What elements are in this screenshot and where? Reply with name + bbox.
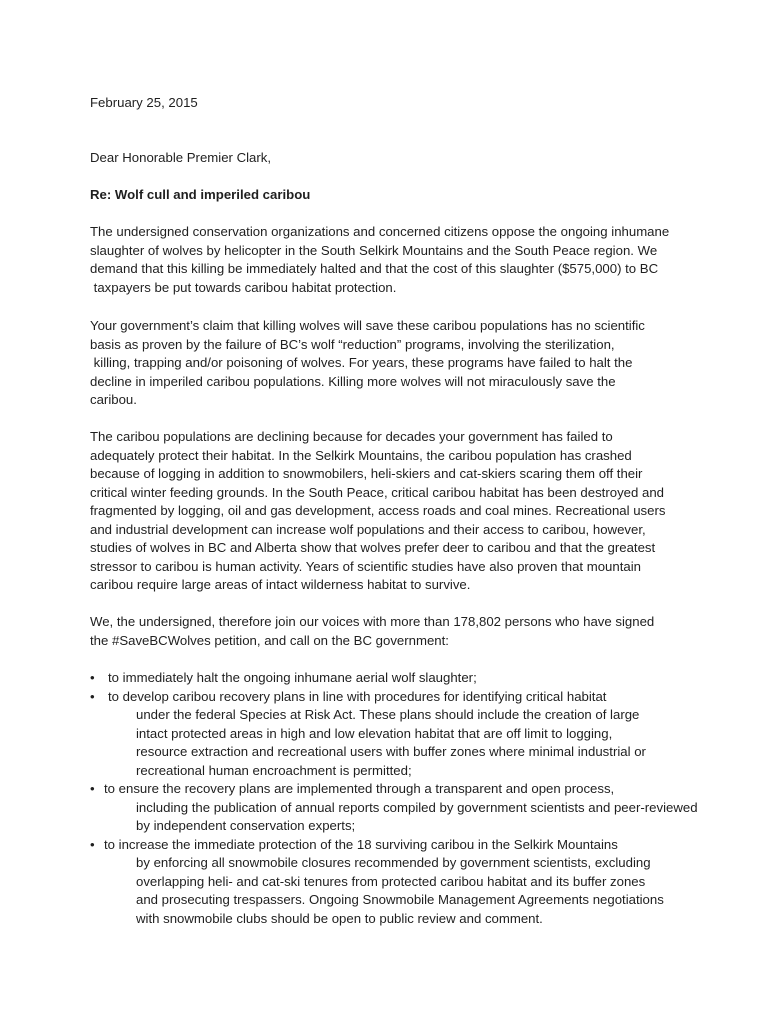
paragraph-2 <box>90 317 645 410</box>
request-line: overlapping heli- and cat-ski tenures from protected caribou habitat and its buffer zones <box>136 873 646 889</box>
salutation-text: Dear Honorable Premier Clark, <box>90 150 272 165</box>
paragraph-line: the #SaveBCWolves petition, and call on the BC government: <box>90 632 449 648</box>
paragraph-line: decline in imperiled caribou populations. Killing more wolves will not miraculously save the <box>90 373 616 389</box>
bullet-icon: • <box>90 688 95 704</box>
request-line: by enforcing all snowmobile closures recommended by government scientists, excluding <box>136 855 651 870</box>
paragraph-line: because of logging in addition to snowmobilers, heli-skiers and cat-skiers scaring them off their <box>90 466 643 481</box>
paragraph-line: The undersigned conservation organizations and concerned citizens oppose the ongoing inhumane <box>90 224 670 239</box>
paragraph-line: taxpayers be put towards caribou habitat protection. <box>90 279 397 295</box>
request-line: to ensure the recovery plans are implemented through a transparent and open process, <box>104 781 615 796</box>
request-line: intact protected areas in high and low elevation habitat that are off limit to logging, <box>136 725 613 741</box>
paragraph-line: and industrial development can increase wolf populations and their access to caribou, however, <box>90 521 646 537</box>
request-line: to increase the immediate protection of the 18 surviving caribou in the Selkirk Mountains <box>104 836 618 852</box>
request-line: with snowmobile clubs should be open to public review and comment. <box>136 910 543 926</box>
request-line: by independent conservation experts; <box>136 818 356 833</box>
request-item <box>0 669 768 688</box>
paragraph-line: We, the undersigned, therefore join our voices with more than 178,802 persons who have signed <box>90 614 655 629</box>
bullet-icon: • <box>90 781 95 796</box>
request-line: and prosecuting trespassers. Ongoing Snowmobile Management Agreements negotiations <box>136 892 664 907</box>
paragraph-line: Your government’s claim that killing wolves will save these caribou populations has no scientific <box>90 318 645 333</box>
paragraph-line: slaughter of wolves by helicopter in the South Selkirk Mountains and the South Peace region. We <box>90 242 658 258</box>
paragraph-line: killing, trapping and/or poisoning of wolves. For years, these programs have failed to halt the <box>90 355 633 370</box>
letter-salutation <box>90 149 271 168</box>
request-line: recreational human encroachment is permitted; <box>136 762 412 778</box>
request-list <box>0 669 768 928</box>
request-line: to immediately halt the ongoing inhumane aerial wolf slaughter; <box>108 670 477 685</box>
date-text: February 25, 2015 <box>90 95 198 110</box>
paragraph-line: critical winter feeding grounds. In the South Peace, critical caribou habitat has been destroyed and <box>90 484 665 500</box>
paragraph-1 <box>90 223 669 297</box>
request-line: resource extraction and recreational users with buffer zones where minimal industrial or <box>136 744 646 759</box>
paragraph-line: basis as proven by the failure of BC’s wolf “reduction” programs, involving the sterilization, <box>90 336 615 352</box>
paragraph-line: demand that this killing be immediately halted and that the cost of this slaughter ($575,000) to BC <box>90 261 659 276</box>
bullet-icon: • <box>90 836 95 852</box>
paragraph-line: adequately protect their habitat. In the Selkirk Mountains, the caribou population has crashed <box>90 447 632 463</box>
bullet-icon: • <box>90 670 95 685</box>
request-line: under the federal Species at Risk Act. These plans should include the creation of large <box>136 707 640 722</box>
paragraph-line: The caribou populations are declining because for decades your government has failed to <box>90 429 613 444</box>
request-line: to develop caribou recovery plans in line with procedures for identifying critical habitat <box>108 688 607 704</box>
paragraph-line: caribou. <box>90 392 137 407</box>
paragraph-4 <box>90 613 654 650</box>
request-item <box>0 780 768 836</box>
letter-date <box>90 94 198 113</box>
subject-text: Re: Wolf cull and imperiled caribou <box>90 187 311 202</box>
paragraph-line: stressor to caribou is human activity. Years of scientific studies have also proven that mountain <box>90 558 641 574</box>
letter-subject <box>90 186 310 205</box>
request-line: including the publication of annual reports compiled by government scientists and peer-reviewed <box>136 799 698 815</box>
request-item <box>0 836 768 929</box>
paragraph-line: fragmented by logging, oil and gas development, access roads and coal mines. Recreational users <box>90 503 666 518</box>
paragraph-3 <box>90 428 665 595</box>
paragraph-line: caribou require large areas of intact wilderness habitat to survive. <box>90 577 471 592</box>
request-item <box>0 688 768 781</box>
paragraph-line: studies of wolves in BC and Alberta show that wolves prefer deer to caribou and that the greatest <box>90 540 656 555</box>
